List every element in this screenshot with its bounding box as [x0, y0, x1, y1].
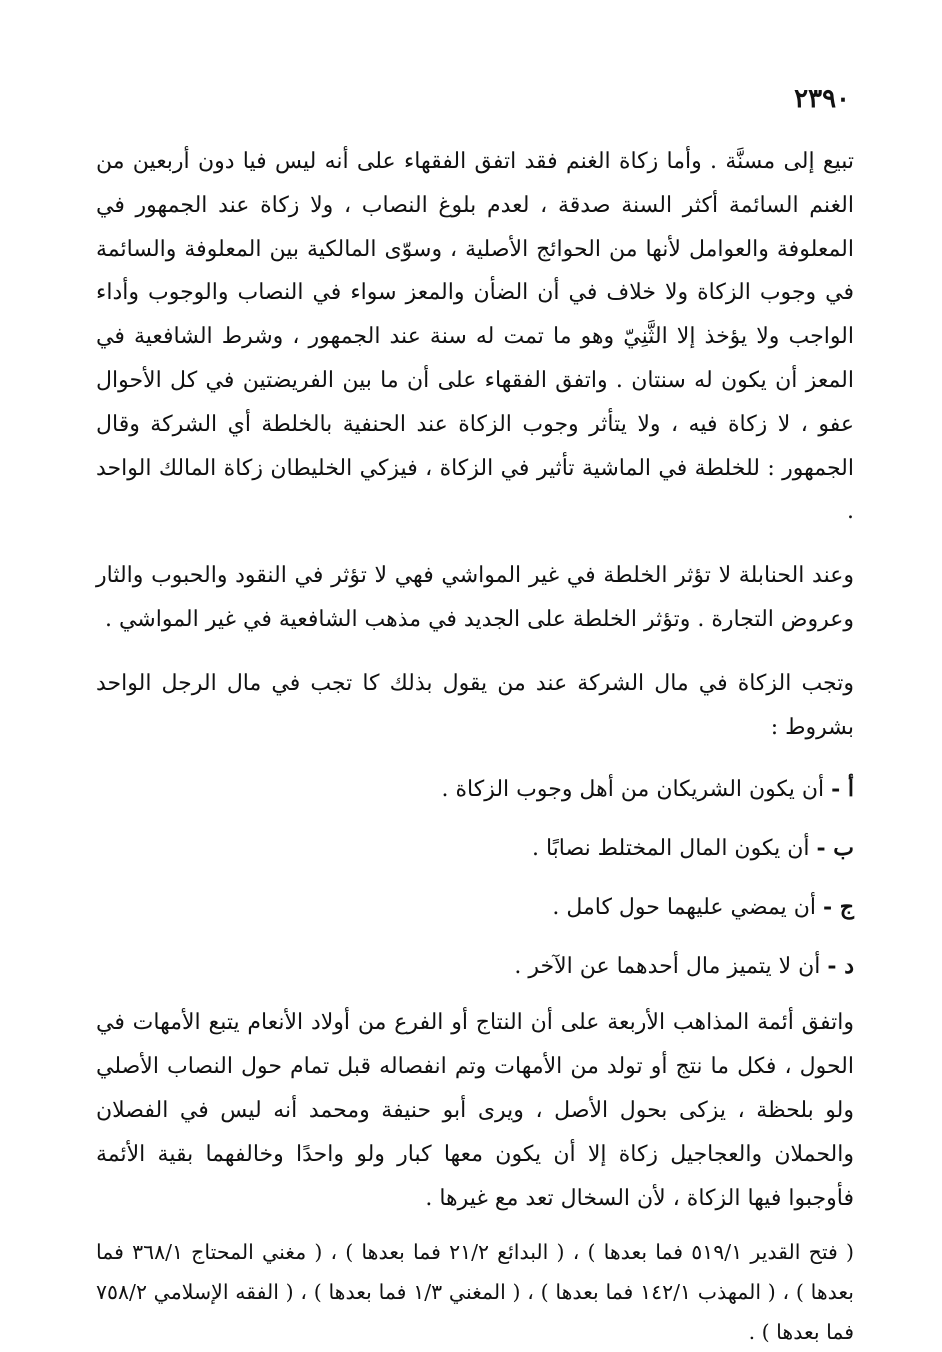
conditions-list [96, 765, 854, 991]
condition-letter: ب - [816, 835, 854, 862]
condition-text: أن يكون المال المختلط نصابًا . [531, 836, 810, 862]
page-content [96, 140, 854, 1352]
paragraph-hanbali-khulta: وعند الحنابلة لا تؤثر الخلطة في غير المواشي فهي لا تؤثر في النقود والحبوب والثار وعروض التجارة . وتؤثر الخلطة على الجديد في مذهب الشافعية في غير المواشي . [96, 563, 854, 632]
page-number: ٢٣٩٠ [794, 84, 850, 114]
condition-text: أن يمضي عليهما حول كامل . [552, 895, 816, 921]
condition-letter: ج - [823, 894, 854, 921]
condition-item [96, 883, 854, 932]
references: ( فتح القدير ٥١٩/١ فما بعدها ) ، ( البدائع ٢١/٢ فما بعدها ) ، ( مغني المحتاج ٣٦٨/١ فما بعدها ) ، ( المهذب ١٤٢/١ فما بعدها ) ، ( المغني ١/٣ فما بعدها ) ، ( الفقه الإسلامي ٧٥٨/٢ فما بعدها ) . [96, 1240, 855, 1345]
condition-letter: أ - [831, 776, 854, 803]
condition-item [96, 942, 854, 991]
paragraph-offspring-rule: واتفق أئمة المذاهب الأربعة على أن النتاج أو الفرع من أولاد الأنعام يتبع الأمهات في الحول ، فكل ما نتج أو تولد من الأمهات وتم انفصاله قبل تمام حول النصاب الأصلي ولو بلحظة ، يزكى بحول الأصل ، ويرى أبو حنيفة ومحمد أنه ليس في الفصلان والحملان والعجاجيل زكاة إلا أن يكون معها كبار ولو واحدًا وخالفهما بقية الأئمة فأوجبوا فيها الزكاة ، لأن السخال تعد مع غيرها . [96, 1010, 854, 1211]
condition-letter: د - [827, 953, 854, 980]
condition-text: أن يكون الشريكان من أهل وجوب الزكاة . [441, 777, 825, 803]
condition-item [96, 824, 854, 873]
paragraph-goat-zakat: تبيع إلى مسنَّة . وأما زكاة الغنم فقد اتفق الفقهاء على أنه ليس فيا دون أربعين من الغنم السائمة أكثر السنة صدقة ، لعدم بلوغ النصاب ، ولا زكاة عند الجمهور في المعلوفة والعوامل لأنها من الحوائج الأصلية ، وسوّى المالكية بين المعلوفة والسائمة في وجوب الزكاة ولا خلاف في أن الضأن والمعز سواء في النصاب والوجوب وأداء الواجب ولا يؤخذ إلا الثَّنِيّ وهو ما تمت له سنة عند الجمهور ، وشرط الشافعية في المعز أن يكون له سنتان . واتفق الفقهاء على أن ما بين الفريضتين في كل الأحوال عفو ، لا زكاة فيه ، ولا يتأثر وجوب الزكاة عند الحنفية بالخلطة أي الشركة وقال الجمهور : للخلطة في الماشية تأثير في الزكاة ، فيزكي الخليطان زكاة المالك الواحد . [96, 149, 854, 525]
paragraph-partnership-conditions: وتجب الزكاة في مال الشركة عند من يقول بذلك كا تجب في مال الرجل الواحد بشروط : [96, 670, 854, 740]
condition-item [96, 765, 854, 814]
condition-text: أن لا يتميز مال أحدهما عن الآخر . [514, 954, 821, 980]
